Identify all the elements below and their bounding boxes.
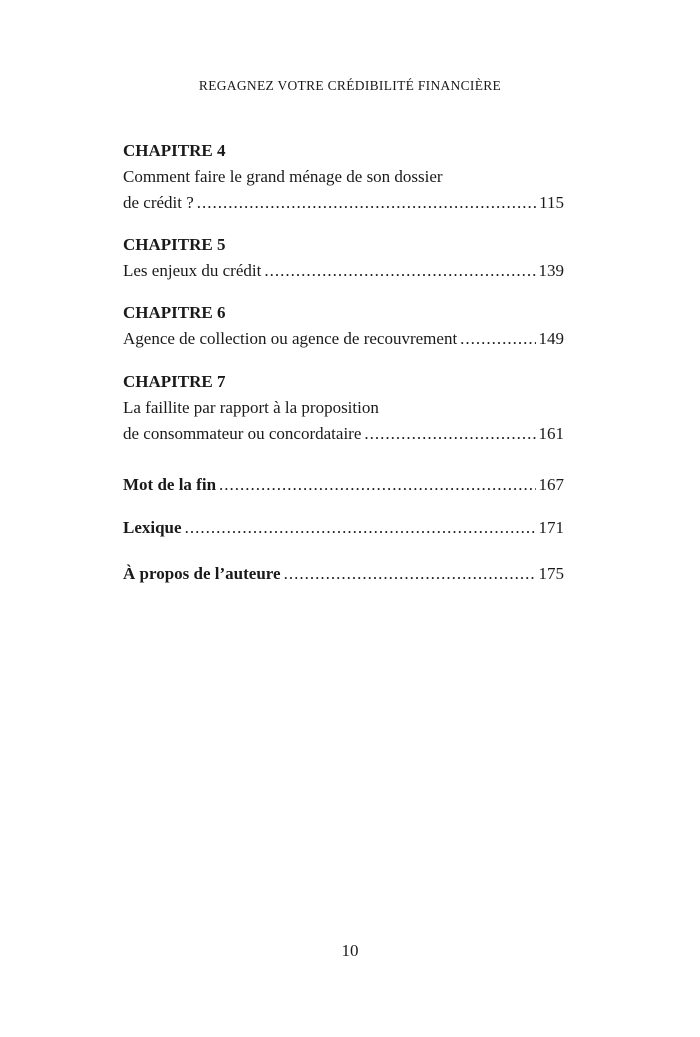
chapter-label: CHAPITRE 6	[123, 303, 226, 322]
running-header: REGAGNEZ VOTRE CRÉDIBILITÉ FINANCIÈRE	[198, 78, 502, 93]
toc-line	[123, 515, 564, 541]
toc-line	[123, 421, 564, 447]
chapter-label: CHAPITRE 5	[123, 235, 226, 254]
dot-leader	[185, 515, 536, 541]
dot-leader	[197, 190, 536, 216]
section-title: Mot de la fin	[123, 475, 217, 494]
toc-line	[123, 472, 564, 498]
chapter-title: Les enjeux du crédit	[123, 261, 262, 280]
toc-entry-chapter-7	[123, 369, 564, 447]
dot-leader	[284, 561, 536, 587]
section-title: Lexique	[123, 518, 182, 537]
toc-entry-mot-de-la-fin	[123, 472, 564, 498]
toc-line	[123, 164, 564, 190]
dot-leader	[219, 472, 535, 498]
toc-line	[123, 326, 564, 352]
chapter-title: Agence de collection ou agence de recouvrement	[123, 329, 458, 348]
toc-entry-chapter-6	[123, 300, 564, 352]
page-ref: 167	[538, 475, 564, 494]
page-ref: 175	[538, 564, 564, 583]
page-ref: 149	[538, 329, 564, 348]
toc-line	[123, 258, 564, 284]
page-ref: 139	[538, 261, 564, 280]
toc-entry-a-propos	[123, 561, 564, 587]
chapter-title-line-1: La faillite par rapport à la proposition	[123, 398, 379, 417]
chapter-label: CHAPITRE 7	[123, 372, 226, 391]
page-ref: 161	[538, 424, 564, 443]
toc-entry-chapter-4	[123, 138, 564, 216]
dot-leader	[364, 421, 535, 447]
toc-line	[123, 561, 564, 587]
chapter-label: CHAPITRE 4	[123, 141, 226, 160]
dot-leader	[460, 326, 535, 352]
page-number: 10	[341, 941, 359, 960]
page-ref: 115	[539, 193, 564, 212]
dot-leader	[264, 258, 535, 284]
page-ref: 171	[538, 518, 564, 537]
chapter-title-line-1: Comment faire le grand ménage de son dossier	[123, 167, 443, 186]
toc-line	[123, 395, 564, 421]
chapter-title-line-2: de consommateur ou concordataire	[123, 424, 362, 443]
toc-entry-lexique	[123, 515, 564, 541]
section-title: À propos de l’auteure	[123, 564, 281, 583]
toc-entry-chapter-5	[123, 232, 564, 284]
toc-line	[123, 190, 564, 216]
chapter-title-line-2: de crédit ?	[123, 193, 194, 212]
